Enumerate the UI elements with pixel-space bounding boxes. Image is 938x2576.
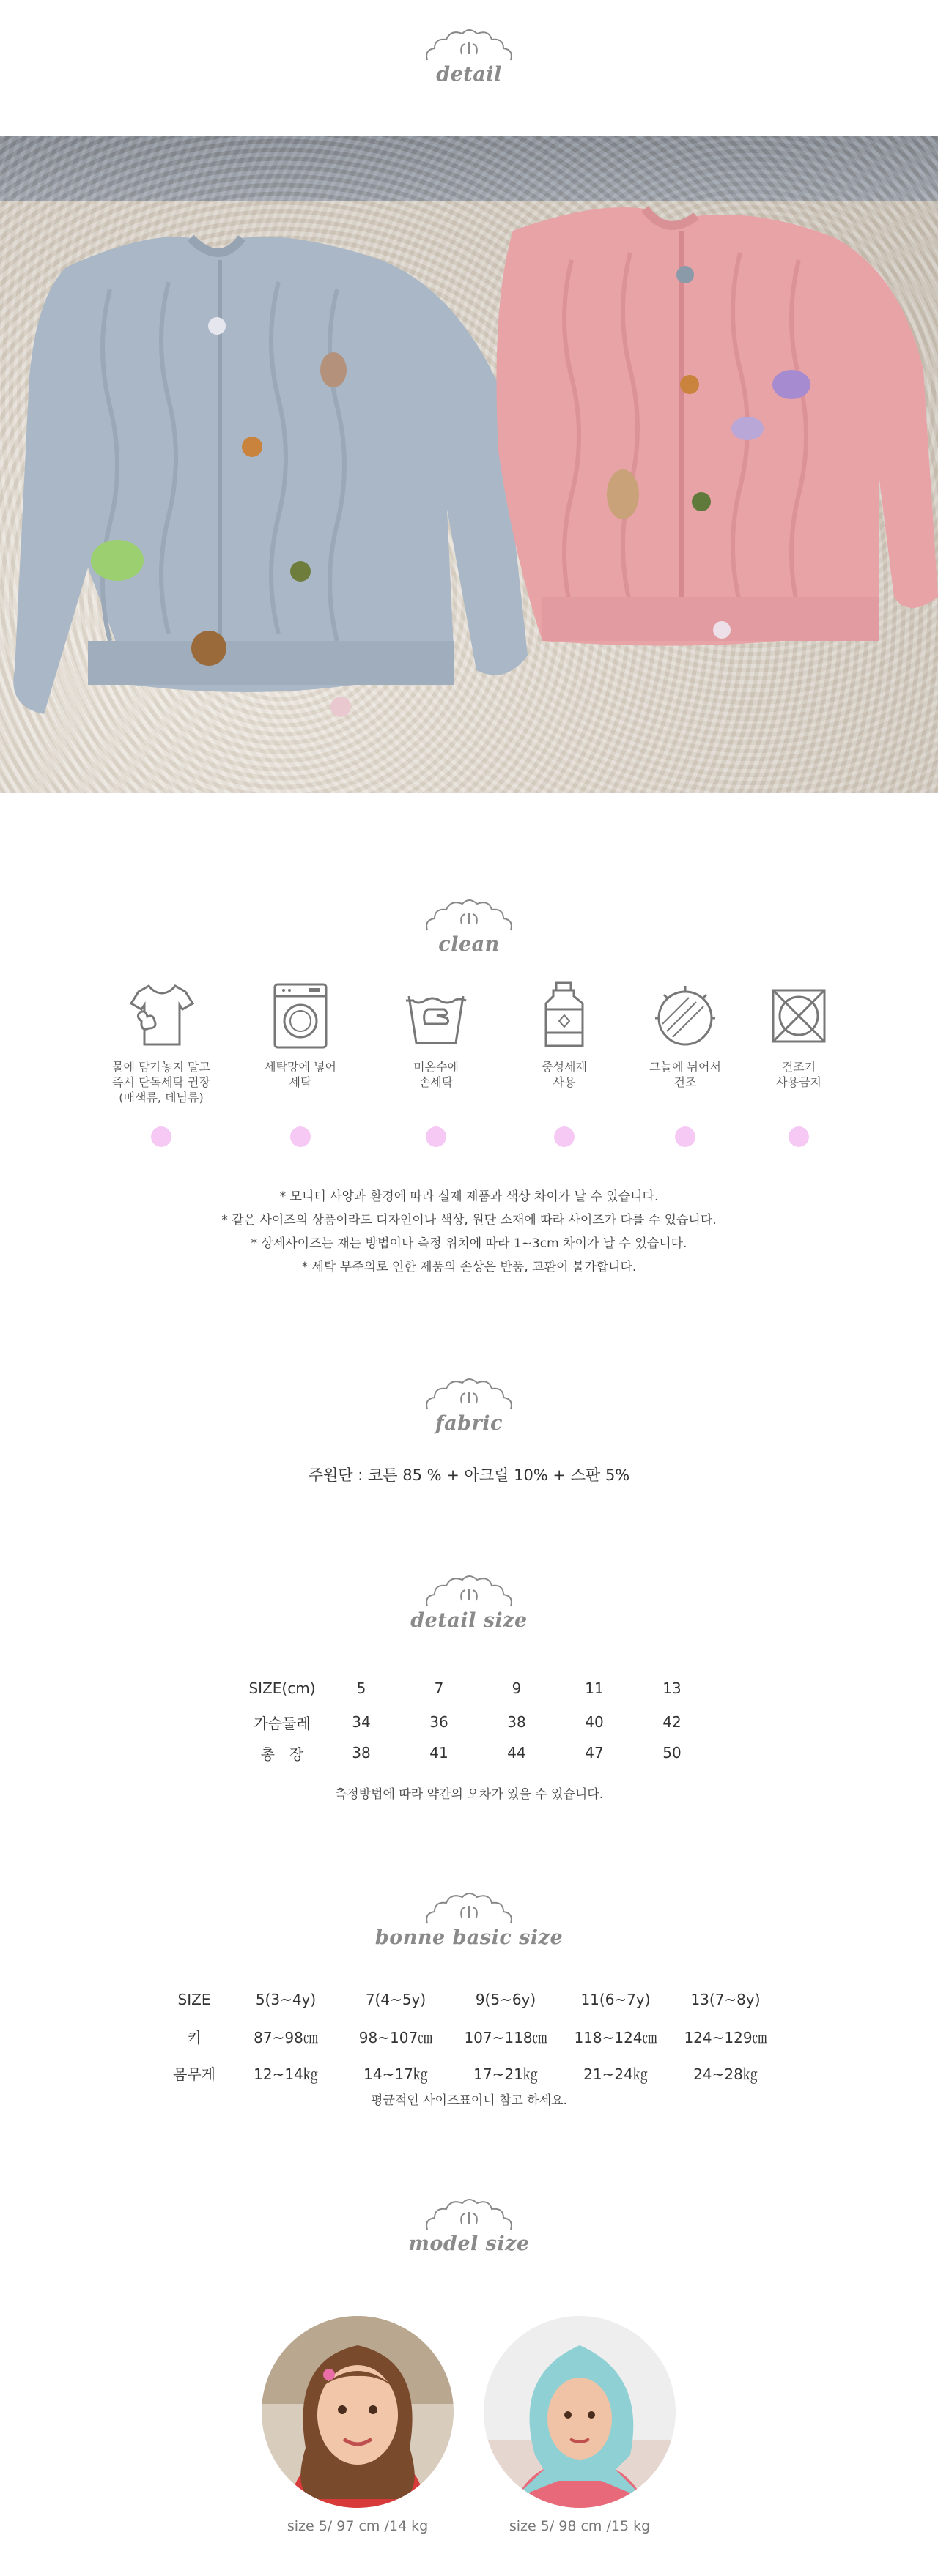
care-label: 그늘에 뉘어서 건조: [649, 1060, 721, 1089]
table-cell: 11(6~7y): [580, 1991, 651, 2008]
table-cell: 7(4~5y): [365, 1991, 426, 2008]
table-cell: 40: [585, 1713, 604, 1731]
detergent-bottle-icon: [531, 980, 597, 1050]
basic-size-table: [158, 1981, 780, 2091]
shirt-stain-icon: [128, 980, 194, 1050]
table-cell: 11: [585, 1679, 604, 1697]
model-size-heading-text: model size: [408, 2232, 530, 2255]
table-cell: 9: [512, 1679, 522, 1697]
table-cell: 118~124㎝: [574, 2028, 657, 2046]
table-cell: 87~98㎝: [254, 2028, 318, 2046]
care-item-laundry-net: [249, 980, 352, 1090]
pink-cardigan-image: [484, 187, 938, 670]
notice-list: [0, 1185, 938, 1279]
model-caption: size 5/ 98 cm /15 kg: [509, 2518, 651, 2534]
model-size-heading: [0, 2194, 938, 2255]
table-row: [242, 1737, 711, 1768]
table-cell: 12~14㎏: [254, 2065, 318, 2083]
fabric-heading-text: fabric: [435, 1412, 503, 1435]
table-cell: SIZE: [177, 1991, 211, 2008]
care-item-wash-separately: [110, 980, 213, 1105]
care-dot: [151, 1126, 171, 1147]
table-cell: 21~24㎏: [583, 2065, 648, 2083]
care-item-hand-wash: [385, 980, 487, 1090]
model-photo-2: [484, 2316, 676, 2508]
care-dot: [290, 1126, 311, 1147]
notice-line: * 모니터 사양과 환경에 따라 실제 제품과 색상 차이가 날 수 있습니다.: [279, 1189, 659, 1204]
cloud-icon: [421, 1888, 517, 1926]
detail-size-heading-text: detail size: [410, 1609, 528, 1632]
blue-cardigan-image: [0, 201, 528, 729]
care-label: 세탁망에 넣어 세탁: [265, 1060, 336, 1089]
table-cell: 13(7~8y): [690, 1991, 761, 2008]
cloud-icon: [421, 2194, 517, 2232]
care-label: 건조기 사용금지: [776, 1060, 821, 1089]
care-item-shade-dry: [634, 980, 736, 1090]
clean-heading: [0, 895, 938, 956]
table-cell: 키: [187, 2028, 202, 2046]
table-cell: 7: [434, 1679, 444, 1697]
table-cell: 107~118㎝: [464, 2028, 547, 2046]
table-row: [158, 2055, 780, 2091]
care-dot: [789, 1126, 809, 1147]
basic-size-note: 평균적인 사이즈표이니 참고 하세요.: [371, 2093, 567, 2108]
table-cell: 98~107㎝: [358, 2028, 433, 2046]
table-cell: 42: [662, 1713, 682, 1731]
table-header-row: [242, 1670, 711, 1707]
care-item-neutral-detergent: [513, 980, 616, 1090]
table-cell: 124~129㎝: [684, 2028, 767, 2046]
cloud-icon: [421, 1374, 517, 1412]
care-dot: [554, 1126, 575, 1147]
table-cell: 36: [429, 1713, 448, 1731]
table-cell: 38: [352, 1744, 371, 1762]
fabric-heading: [0, 1374, 938, 1435]
model-portrait-image: [484, 2316, 676, 2508]
detail-heading: [0, 25, 938, 86]
table-cell: 가슴둘레: [254, 1714, 311, 1732]
cloud-icon: [421, 1571, 517, 1609]
table-cell: 47: [585, 1744, 604, 1762]
table-cell: 44: [507, 1744, 526, 1762]
clean-heading-text: clean: [438, 933, 500, 956]
detail-size-note: 측정방법에 따라 약간의 오차가 있을 수 있습니다.: [334, 1787, 604, 1802]
table-cell: 5: [356, 1679, 366, 1697]
model-portrait-image: [262, 2316, 454, 2508]
table-header-row: [158, 1981, 780, 2018]
table-cell: 13: [662, 1679, 682, 1697]
product-photo: [0, 136, 938, 793]
no-tumble-dry-icon: [766, 980, 832, 1050]
table-cell: 몸무게: [173, 2065, 215, 2083]
detail-size-table: [242, 1670, 711, 1768]
model-caption: size 5/ 97 cm /14 kg: [287, 2518, 429, 2534]
detail-heading-text: detail: [436, 63, 502, 86]
cloud-icon: [421, 25, 517, 63]
washing-machine-icon: [267, 980, 333, 1050]
care-label: 물에 담가놓지 말고 즉시 단독세탁 권장 (배색류, 데님류): [112, 1060, 210, 1105]
model-photo-1: [262, 2316, 454, 2508]
care-dot: [675, 1126, 695, 1147]
table-row: [242, 1707, 711, 1737]
table-cell: 14~17㎏: [363, 2065, 428, 2083]
basic-size-heading-text: bonne basic size: [374, 1926, 564, 1949]
hand-wash-icon: [403, 980, 469, 1050]
table-cell: 총 장: [260, 1745, 304, 1763]
table-cell: 41: [429, 1744, 448, 1762]
notice-line: * 같은 사이즈의 상품이라도 디자인이나 색상, 원단 소재에 따라 사이즈가 다를 수 있습니다.: [221, 1213, 717, 1228]
notice-line: * 세탁 부주의로 인한 제품의 손상은 반품, 교환이 불가합니다.: [301, 1260, 637, 1274]
table-row: [158, 2018, 780, 2055]
table-cell: 38: [507, 1713, 526, 1731]
care-dot: [426, 1126, 446, 1147]
table-cell: SIZE(cm): [248, 1679, 316, 1697]
table-cell: 9(5~6y): [475, 1991, 536, 2008]
table-cell: 34: [352, 1713, 371, 1731]
basic-size-heading: [0, 1888, 938, 1949]
table-cell: 24~28㎏: [693, 2065, 758, 2083]
notice-line: * 상세사이즈는 재는 방법이나 측정 위치에 따라 1~3cm 차이가 날 수 있습니다.: [251, 1236, 687, 1251]
table-cell: 17~21㎏: [473, 2065, 538, 2083]
care-item-no-dryer: [747, 980, 850, 1090]
fabric-composition: 주원단 : 코튼 85 % + 아크릴 10% + 스판 5%: [308, 1466, 630, 1484]
table-cell: 5(3~4y): [255, 1991, 317, 2008]
care-label: 미온수에 손세탁: [413, 1060, 459, 1089]
table-cell: 50: [662, 1744, 682, 1762]
detail-size-heading: [0, 1571, 938, 1632]
shade-dry-icon: [652, 980, 718, 1050]
cloud-icon: [421, 895, 517, 933]
care-label: 중성세제 사용: [542, 1060, 587, 1089]
